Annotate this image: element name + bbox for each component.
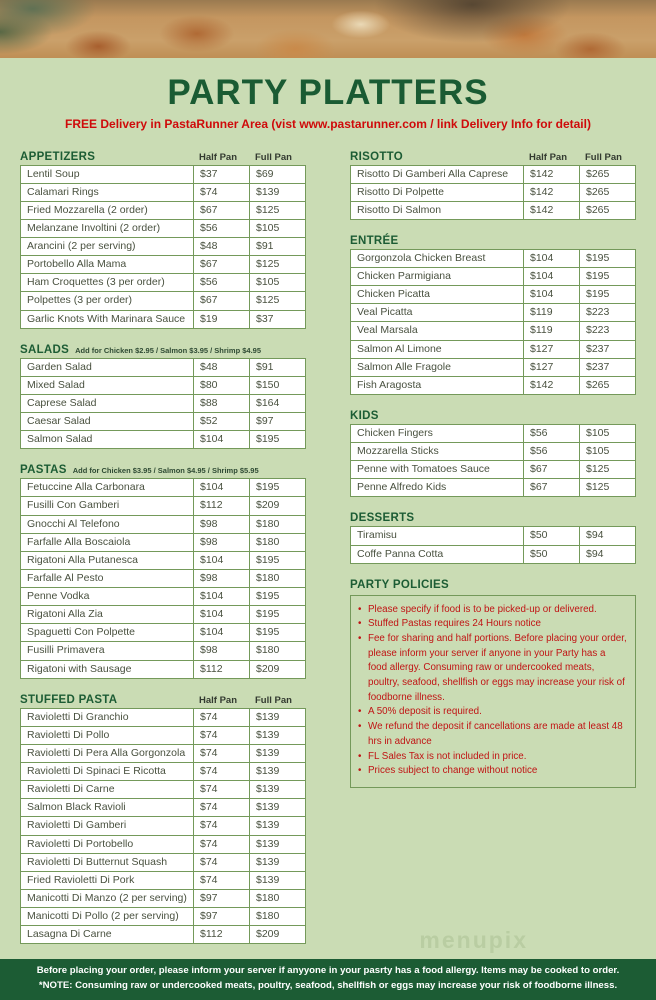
section-title: ENTRÉE — [350, 234, 399, 247]
price-full-pan: $195 — [250, 551, 306, 569]
footer-allergy-notice: Before placing your order, please inform your server if anyyone in your pasrty has a food allergy. Items may be cooked to order. — [36, 965, 620, 977]
menu-row — [21, 551, 306, 569]
policy-item: • FL Sales Tax is not included in price. — [357, 750, 627, 765]
menu-row — [21, 889, 306, 907]
price-half-pan: $74 — [194, 781, 250, 799]
price-half-pan: $104 — [524, 268, 580, 286]
menu-section-salads — [20, 344, 306, 450]
price-half-pan: $104 — [194, 479, 250, 497]
item-name: Melanzane Involtini (2 order) — [21, 219, 194, 237]
item-name: Fusilli Con Gamberi — [21, 497, 194, 515]
price-full-pan: $105 — [250, 274, 306, 292]
menu-row — [351, 268, 636, 286]
item-name: Manicotti Di Manzo (2 per serving) — [21, 889, 194, 907]
price-full-pan: $139 — [250, 799, 306, 817]
price-half-pan: $98 — [194, 569, 250, 587]
price-full-pan: $139 — [250, 853, 306, 871]
menu-row — [351, 183, 636, 201]
item-name: Salmon Alle Fragole — [351, 358, 524, 376]
price-half-pan: $74 — [194, 763, 250, 781]
price-full-pan: $97 — [250, 413, 306, 431]
menu-row — [21, 926, 306, 944]
price-full-pan: $195 — [250, 624, 306, 642]
price-half-pan: $74 — [194, 835, 250, 853]
menu-row — [21, 256, 306, 274]
menu-table — [20, 478, 306, 678]
section-title: PASTAS — [20, 464, 67, 477]
section-header — [350, 512, 636, 524]
policies-title: PARTY POLICIES — [350, 578, 449, 591]
item-name: Salmon Al Limone — [351, 340, 524, 358]
menu-row — [21, 908, 306, 926]
item-name: Fried Ravioletti Di Pork — [21, 871, 194, 889]
item-name: Garlic Knots With Marinara Sauce — [21, 310, 194, 328]
menu-row — [21, 497, 306, 515]
price-half-pan: $104 — [194, 588, 250, 606]
menu-row — [21, 726, 306, 744]
menu-row — [21, 479, 306, 497]
price-full-pan: $180 — [250, 642, 306, 660]
menu-section-appetizers — [20, 151, 306, 329]
item-name: Ravioletti Di Carne — [21, 781, 194, 799]
item-name: Veal Picatta — [351, 304, 524, 322]
menu-row — [21, 817, 306, 835]
price-full-pan: $195 — [250, 588, 306, 606]
section-header — [20, 344, 306, 356]
menu-row — [21, 871, 306, 889]
menu-row — [21, 183, 306, 201]
price-full-pan: $180 — [250, 889, 306, 907]
menu-table — [20, 358, 306, 450]
item-name: Fusilli Primavera — [21, 642, 194, 660]
price-full-pan: $105 — [580, 443, 636, 461]
menu-section-risotto — [350, 151, 636, 220]
price-half-pan: $74 — [194, 817, 250, 835]
item-name: Ham Croquettes (3 per order) — [21, 274, 194, 292]
price-half-pan: $56 — [194, 219, 250, 237]
price-full-pan: $139 — [250, 871, 306, 889]
menu-row — [351, 340, 636, 358]
menu-section-entree — [350, 235, 636, 395]
price-half-pan: $50 — [524, 545, 580, 563]
item-name: Caesar Salad — [21, 413, 194, 431]
price-full-pan: $265 — [580, 201, 636, 219]
price-full-pan: $69 — [250, 165, 306, 183]
price-half-pan: $67 — [194, 201, 250, 219]
price-half-pan: $97 — [194, 908, 250, 926]
price-half-pan: $50 — [524, 527, 580, 545]
price-full-pan: $265 — [580, 165, 636, 183]
full-pan-header: Full Pan — [585, 151, 622, 163]
item-name: Risotto Di Polpette — [351, 183, 524, 201]
item-name: Arancini (2 per serving) — [21, 238, 194, 256]
price-full-pan: $139 — [250, 708, 306, 726]
footer-note: *NOTE: Consuming raw or undercooked meats, poultry, seafood, shellfish or eggs may increase your risk of foodborne illness. — [38, 980, 618, 992]
menu-section-stuffed-pasta — [20, 694, 306, 945]
section-title: STUFFED PASTA — [20, 693, 118, 706]
menu-row — [351, 322, 636, 340]
menu-section-desserts — [350, 512, 636, 563]
item-name: Fish Aragosta — [351, 376, 524, 394]
item-name: Chicken Picatta — [351, 286, 524, 304]
price-full-pan: $195 — [250, 431, 306, 449]
price-half-pan: $56 — [194, 274, 250, 292]
section-header — [350, 235, 636, 247]
price-half-pan: $142 — [524, 183, 580, 201]
price-full-pan: $125 — [250, 256, 306, 274]
menu-row — [351, 461, 636, 479]
policy-item: • Fee for sharing and half portions. Before placing your order, please inform your server if anyone in your Party has a food allergy. Consuming raw or undercooked meats, poultry, seafood, shellfish or eggs may increase your risk of foodborne illness. — [357, 632, 627, 705]
menu-row — [21, 238, 306, 256]
menu-table — [350, 249, 636, 395]
price-half-pan: $104 — [524, 286, 580, 304]
item-name: Rigatoni Alla Zia — [21, 606, 194, 624]
price-full-pan: $139 — [250, 781, 306, 799]
item-name: Ravioletti Di Portobello — [21, 835, 194, 853]
price-half-pan: $80 — [194, 376, 250, 394]
half-pan-header: Half Pan — [199, 694, 238, 706]
item-name: Lentil Soup — [21, 165, 194, 183]
price-full-pan: $195 — [580, 268, 636, 286]
menu-row — [351, 201, 636, 219]
item-name: Mozzarella Sticks — [351, 443, 524, 461]
price-half-pan: $98 — [194, 533, 250, 551]
price-full-pan: $139 — [250, 763, 306, 781]
item-name: Risotto Di Salmon — [351, 201, 524, 219]
menu-table — [20, 708, 306, 945]
price-full-pan: $37 — [250, 310, 306, 328]
policy-item: • We refund the deposit if cancellations are made at least 48 hrs in advance — [357, 720, 627, 749]
menu-row — [351, 376, 636, 394]
item-name: Ravioletti Di Gamberi — [21, 817, 194, 835]
item-name: Coffe Panna Cotta — [351, 545, 524, 563]
party-policies-section — [350, 579, 636, 788]
section-header — [20, 694, 306, 706]
item-name: Ravioletti Di Butternut Squash — [21, 853, 194, 871]
price-full-pan: $105 — [250, 219, 306, 237]
price-full-pan: $125 — [250, 292, 306, 310]
price-half-pan: $104 — [194, 624, 250, 642]
policy-item: • Prices subject to change without notice — [357, 764, 627, 779]
price-half-pan: $19 — [194, 310, 250, 328]
item-name: Salmon Black Ravioli — [21, 799, 194, 817]
price-full-pan: $91 — [250, 358, 306, 376]
price-full-pan: $265 — [580, 183, 636, 201]
menu-table — [20, 165, 306, 329]
menu-row — [21, 515, 306, 533]
item-name: Manicotti Di Pollo (2 per serving) — [21, 908, 194, 926]
price-full-pan: $223 — [580, 322, 636, 340]
menu-row — [351, 443, 636, 461]
price-half-pan: $142 — [524, 201, 580, 219]
price-full-pan: $139 — [250, 835, 306, 853]
price-full-pan: $195 — [580, 249, 636, 267]
item-name: Gnocchi Al Telefono — [21, 515, 194, 533]
price-full-pan: $265 — [580, 376, 636, 394]
menu-section-kids — [350, 410, 636, 498]
left-column — [20, 151, 306, 960]
price-half-pan: $74 — [194, 853, 250, 871]
price-half-pan: $104 — [194, 431, 250, 449]
menu-row — [21, 431, 306, 449]
price-full-pan: $195 — [250, 606, 306, 624]
item-name: Penne Alfredo Kids — [351, 479, 524, 497]
menu-row — [351, 424, 636, 442]
price-full-pan: $180 — [250, 569, 306, 587]
menu-columns — [0, 137, 656, 960]
price-half-pan: $48 — [194, 238, 250, 256]
menu-row — [21, 642, 306, 660]
item-name: Risotto Di Gamberi Alla Caprese — [351, 165, 524, 183]
price-half-pan: $37 — [194, 165, 250, 183]
price-half-pan: $74 — [194, 871, 250, 889]
menu-row — [21, 165, 306, 183]
menu-row — [21, 744, 306, 762]
item-name: Farfalle Alla Boscaiola — [21, 533, 194, 551]
menu-table — [350, 165, 636, 220]
menu-row — [351, 479, 636, 497]
price-half-pan: $142 — [524, 376, 580, 394]
price-full-pan: $105 — [580, 424, 636, 442]
item-name: Chicken Fingers — [351, 424, 524, 442]
price-half-pan: $119 — [524, 304, 580, 322]
page-subtitle: FREE Delivery in PastaRunner Area (vist www.pastarunner.com / link Delivery Info for detail) — [65, 116, 591, 131]
price-half-pan: $74 — [194, 799, 250, 817]
item-name: Rigatoni with Sausage — [21, 660, 194, 678]
full-pan-header: Full Pan — [255, 151, 292, 163]
menu-row — [21, 708, 306, 726]
item-name: Mixed Salad — [21, 376, 194, 394]
section-title: DESSERTS — [350, 512, 415, 525]
price-full-pan: $125 — [580, 479, 636, 497]
menu-row — [21, 853, 306, 871]
price-full-pan: $209 — [250, 497, 306, 515]
price-full-pan: $139 — [250, 817, 306, 835]
price-half-pan: $142 — [524, 165, 580, 183]
menu-row — [21, 781, 306, 799]
section-note: Add for Chicken $3.95 / Salmon $4.95 / Shrimp $5.95 — [72, 466, 259, 476]
price-half-pan: $104 — [524, 249, 580, 267]
price-half-pan: $98 — [194, 642, 250, 660]
menu-table — [350, 424, 636, 498]
menu-row — [21, 394, 306, 412]
item-name: Portobello Alla Mama — [21, 256, 194, 274]
menu-row — [351, 527, 636, 545]
menu-row — [351, 358, 636, 376]
menu-row — [21, 588, 306, 606]
menu-row — [351, 304, 636, 322]
price-full-pan: $94 — [580, 545, 636, 563]
price-half-pan: $112 — [194, 660, 250, 678]
price-half-pan: $74 — [194, 183, 250, 201]
menu-row — [21, 606, 306, 624]
item-name: Ravioletti Di Pollo — [21, 726, 194, 744]
price-full-pan: $209 — [250, 926, 306, 944]
item-name: Ravioletti Di Pera Alla Gorgonzola — [21, 744, 194, 762]
full-pan-header: Full Pan — [255, 694, 292, 706]
price-half-pan: $74 — [194, 744, 250, 762]
section-header — [20, 151, 306, 163]
item-name: Chicken Parmigiana — [351, 268, 524, 286]
policy-item: • Stuffed Pastas requires 24 Hours notice — [357, 617, 627, 632]
menu-row — [21, 376, 306, 394]
price-half-pan: $112 — [194, 926, 250, 944]
item-name: Veal Marsala — [351, 322, 524, 340]
price-full-pan: $237 — [580, 340, 636, 358]
price-half-pan: $127 — [524, 340, 580, 358]
price-half-pan: $67 — [194, 256, 250, 274]
menu-row — [21, 660, 306, 678]
menu-section-pastas — [20, 464, 306, 678]
price-half-pan: $48 — [194, 358, 250, 376]
item-name: Polpettes (3 per order) — [21, 292, 194, 310]
item-name: Fried Mozzarella (2 order) — [21, 201, 194, 219]
price-full-pan: $180 — [250, 515, 306, 533]
price-full-pan: $195 — [580, 286, 636, 304]
menu-row — [21, 201, 306, 219]
price-half-pan: $67 — [194, 292, 250, 310]
item-name: Salmon Salad — [21, 431, 194, 449]
section-header — [20, 464, 306, 476]
item-name: Ravioletti Di Spinaci E Ricotta — [21, 763, 194, 781]
price-full-pan: $150 — [250, 376, 306, 394]
menupix-watermark: menupix — [419, 927, 528, 953]
footer-bar — [0, 959, 656, 1000]
price-full-pan: $125 — [580, 461, 636, 479]
price-full-pan: $94 — [580, 527, 636, 545]
price-full-pan: $139 — [250, 726, 306, 744]
price-full-pan: $223 — [580, 304, 636, 322]
policies-box — [350, 595, 636, 788]
menu-row — [351, 165, 636, 183]
price-half-pan: $119 — [524, 322, 580, 340]
menu-row — [21, 219, 306, 237]
price-half-pan: $74 — [194, 726, 250, 744]
menu-row — [21, 310, 306, 328]
section-note: Add for Chicken $2.95 / Salmon $3.95 / Shrimp $4.95 — [75, 345, 261, 355]
price-full-pan: $139 — [250, 183, 306, 201]
menu-row — [21, 413, 306, 431]
menu-row — [351, 249, 636, 267]
price-full-pan: $91 — [250, 238, 306, 256]
menu-row — [21, 763, 306, 781]
item-name: Penne with Tomatoes Sauce — [351, 461, 524, 479]
menu-row — [21, 358, 306, 376]
item-name: Tiramisu — [351, 527, 524, 545]
half-pan-header: Half Pan — [529, 151, 568, 163]
policy-item: • A 50% deposit is required. — [357, 705, 627, 720]
policies-list — [357, 603, 627, 779]
price-full-pan: $209 — [250, 660, 306, 678]
price-half-pan: $56 — [524, 443, 580, 461]
menu-row — [351, 545, 636, 563]
policy-item: • Please specify if food is to be picked-up or delivered. — [357, 603, 627, 618]
price-half-pan: $74 — [194, 708, 250, 726]
section-header — [350, 410, 636, 422]
section-header — [350, 151, 636, 163]
item-name: Spaguetti Con Polpette — [21, 624, 194, 642]
page-title: PARTY PLATTERS — [167, 72, 489, 112]
menu-row — [351, 286, 636, 304]
price-half-pan: $98 — [194, 515, 250, 533]
menu-row — [21, 835, 306, 853]
menu-row — [21, 533, 306, 551]
price-full-pan: $180 — [250, 533, 306, 551]
price-half-pan: $67 — [524, 461, 580, 479]
menu-table — [350, 526, 636, 563]
price-full-pan: $237 — [580, 358, 636, 376]
menu-row — [21, 292, 306, 310]
section-title: KIDS — [350, 409, 379, 422]
item-name: Fetuccine Alla Carbonara — [21, 479, 194, 497]
menu-row — [21, 799, 306, 817]
menu-row — [21, 624, 306, 642]
price-half-pan: $56 — [524, 424, 580, 442]
price-half-pan: $97 — [194, 889, 250, 907]
item-name: Ravioletti Di Granchio — [21, 708, 194, 726]
price-half-pan: $104 — [194, 606, 250, 624]
price-full-pan: $125 — [250, 201, 306, 219]
section-title: RISOTTO — [350, 150, 404, 163]
price-half-pan: $112 — [194, 497, 250, 515]
price-half-pan: $104 — [194, 551, 250, 569]
item-name: Calamari Rings — [21, 183, 194, 201]
item-name: Garden Salad — [21, 358, 194, 376]
price-full-pan: $195 — [250, 479, 306, 497]
right-column — [350, 151, 636, 788]
price-full-pan: $139 — [250, 744, 306, 762]
price-half-pan: $88 — [194, 394, 250, 412]
item-name: Rigatoni Alla Putanesca — [21, 551, 194, 569]
item-name: Farfalle Al Pesto — [21, 569, 194, 587]
pasta-photo — [0, 0, 656, 58]
item-name: Lasagna Di Carne — [21, 926, 194, 944]
menu-row — [21, 274, 306, 292]
section-title: APPETIZERS — [20, 150, 96, 163]
item-name: Penne Vodka — [21, 588, 194, 606]
item-name: Caprese Salad — [21, 394, 194, 412]
half-pan-header: Half Pan — [199, 151, 238, 163]
price-full-pan: $180 — [250, 908, 306, 926]
price-full-pan: $164 — [250, 394, 306, 412]
menu-row — [21, 569, 306, 587]
price-half-pan: $67 — [524, 479, 580, 497]
item-name: Gorgonzola Chicken Breast — [351, 249, 524, 267]
section-title: SALADS — [20, 343, 70, 356]
price-half-pan: $52 — [194, 413, 250, 431]
price-half-pan: $127 — [524, 358, 580, 376]
